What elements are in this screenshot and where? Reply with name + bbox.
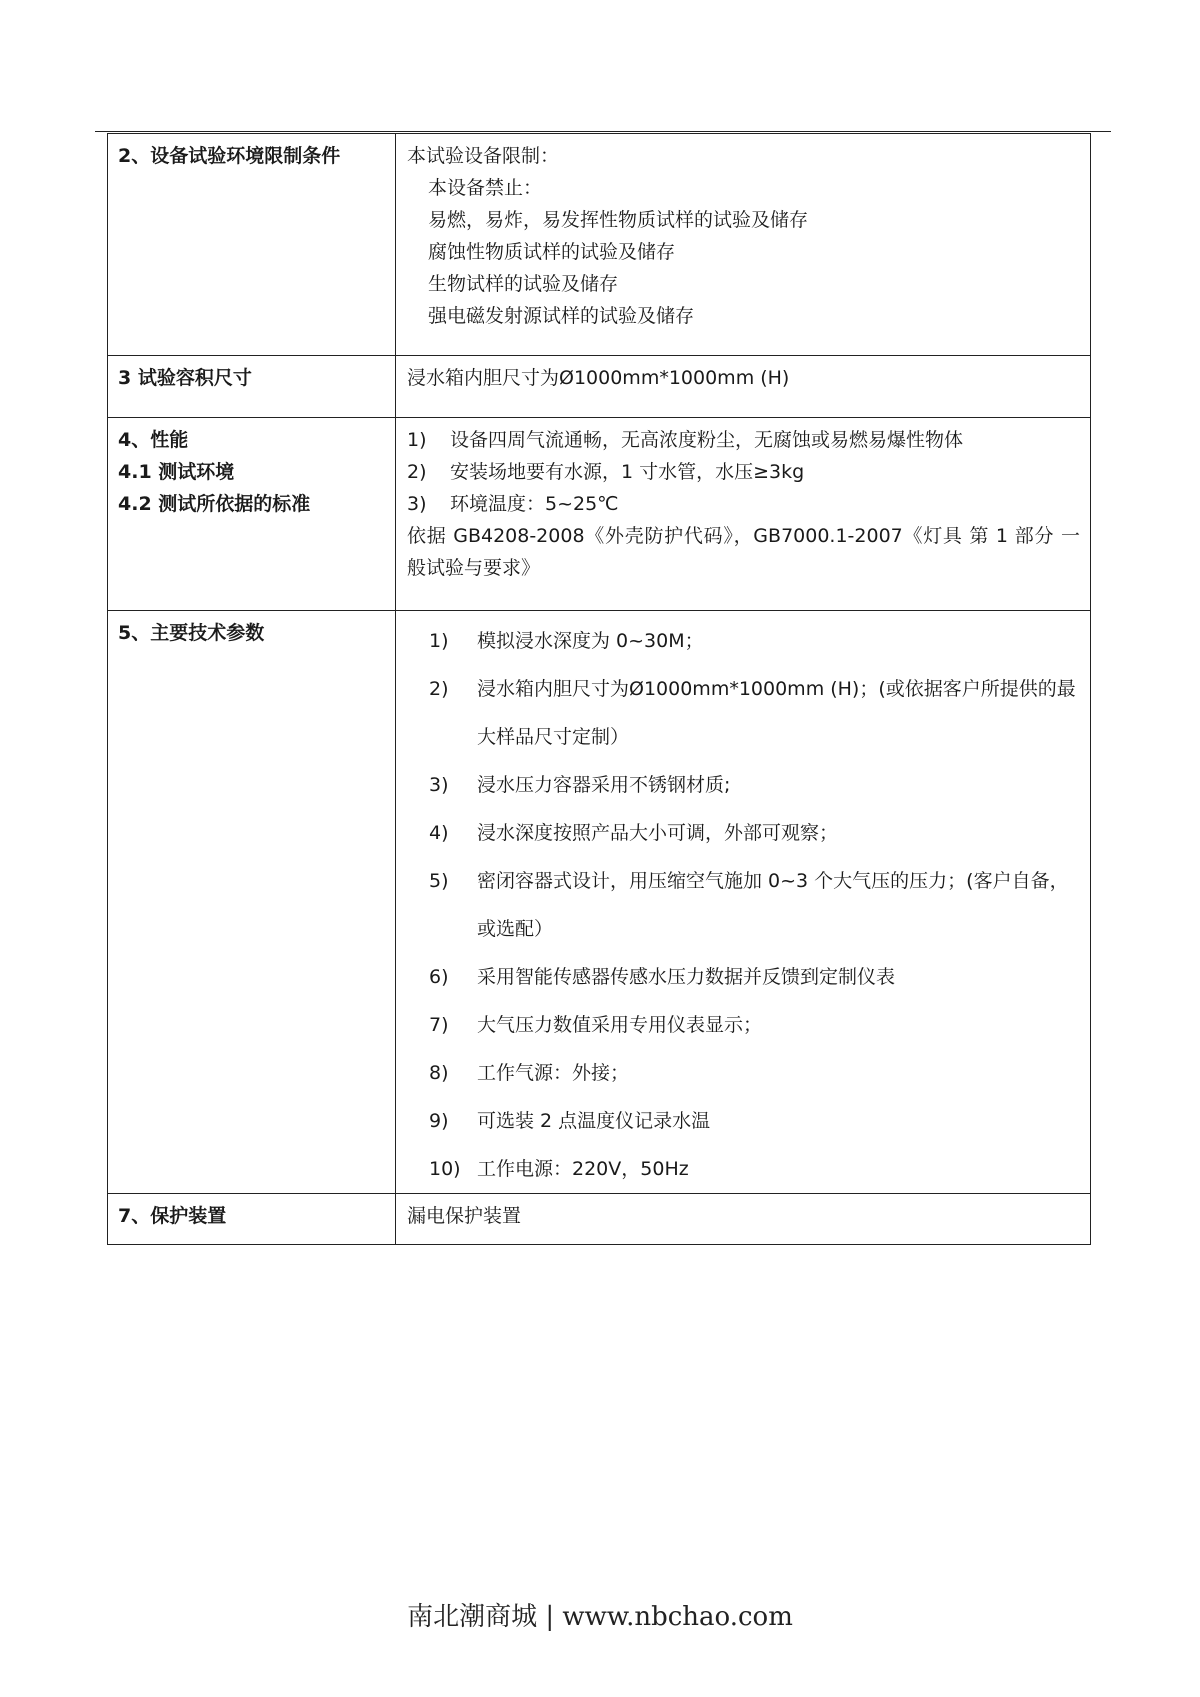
param-item [407, 617, 1080, 665]
param-item [407, 953, 1080, 1001]
item-number: 2) [407, 461, 427, 483]
item-number: 8) [429, 1062, 449, 1084]
item-text: 密闭容器式设计，用压缩空气施加 0~3 个大气压的压力；(客户自备，或选配） [477, 870, 1069, 940]
item-number: 3) [429, 774, 449, 796]
content-line: 强电磁发射源试样的试验及储存 [428, 305, 695, 327]
item-text: 工作电源：220V，50Hz [477, 1158, 689, 1180]
label-line: 4.2 测试所依据的标准 [118, 493, 311, 515]
item-number: 4) [429, 822, 449, 844]
label-line: 4.1 测试环境 [118, 461, 235, 483]
item-number: 9) [429, 1110, 449, 1132]
row-content [396, 134, 1091, 356]
item-text: 浸水深度按照产品大小可调，外部可观察； [477, 822, 839, 844]
param-item [407, 665, 1080, 761]
item-text: 大气压力数值采用专用仪表显示； [477, 1014, 763, 1036]
item-number: 6) [429, 966, 449, 988]
param-item [407, 1049, 1080, 1097]
content-line: 本试验设备限制： [407, 145, 560, 167]
list-item [407, 456, 1080, 488]
row-label [108, 356, 396, 418]
table-row [108, 134, 1091, 356]
content-line: 本设备禁止： [428, 177, 543, 199]
item-number: 7) [429, 1014, 449, 1036]
label-line: 3 试验容积尺寸 [118, 367, 252, 389]
item-number: 10) [429, 1158, 461, 1180]
item-text: 设备四周气流通畅，无高浓度粉尘，无腐蚀或易燃易爆性物体 [450, 429, 964, 451]
item-text: 模拟浸水深度为 0~30M； [477, 630, 704, 652]
row-label [108, 1194, 396, 1245]
item-text: 安装场地要有水源，1 寸水管，水压≥3kg [450, 461, 805, 483]
item-number: 3) [407, 493, 427, 515]
item-text: 工作气源：外接； [477, 1062, 630, 1084]
item-text: 环境温度：5~25℃ [450, 493, 619, 515]
item-text: 可选装 2 点温度仪记录水温 [477, 1110, 711, 1132]
param-item [407, 1097, 1080, 1145]
row-content [396, 611, 1091, 1194]
param-item [407, 1001, 1080, 1049]
content-line: 漏电保护装置 [407, 1205, 522, 1227]
item-text: 采用智能传感器传感水压力数据并反馈到定制仪表 [477, 966, 896, 988]
footer-watermark: 南北潮商城 | www.nbchao.com [407, 1602, 793, 1632]
param-item [407, 809, 1080, 857]
row-label [108, 611, 396, 1194]
label-line: 2、设备试验环境限制条件 [118, 145, 341, 167]
label-line: 5、主要技术参数 [118, 622, 265, 644]
content-line: 腐蚀性物质试样的试验及储存 [428, 241, 676, 263]
standard-text: 依据 GB4208-2008《外壳防护代码》，GB7000.1-2007《灯具 第 1 部分 一般试验与要求》 [407, 525, 1080, 579]
table-row [108, 418, 1091, 611]
list-item [407, 488, 1080, 520]
label-line: 7、保护装置 [118, 1205, 227, 1227]
row-label [108, 418, 396, 611]
header-rule [95, 131, 1111, 132]
row-label [108, 134, 396, 356]
list-item [407, 424, 1080, 456]
row-content [396, 418, 1091, 611]
item-number: 5) [429, 870, 449, 892]
table-row [108, 356, 1091, 418]
spec-table [107, 133, 1091, 1245]
table-row [108, 1194, 1091, 1245]
label-line: 4、性能 [118, 429, 189, 451]
item-text: 浸水箱内胆尺寸为Ø1000mm*1000mm (H)；(或依据客户所提供的最大样品尺寸定制） [477, 678, 1076, 748]
content-line: 易燃，易炸，易发挥性物质试样的试验及储存 [428, 209, 809, 231]
param-item [407, 1145, 1080, 1193]
content-line: 生物试样的试验及储存 [428, 273, 619, 295]
row-content [396, 356, 1091, 418]
table-row [108, 611, 1091, 1194]
row-content [396, 1194, 1091, 1245]
item-number: 1) [407, 429, 427, 451]
content-line: 浸水箱内胆尺寸为Ø1000mm*1000mm (H) [407, 367, 790, 389]
param-item [407, 857, 1080, 953]
item-number: 1) [429, 630, 449, 652]
param-item [407, 761, 1080, 809]
item-text: 浸水压力容器采用不锈钢材质; [477, 774, 731, 796]
item-number: 2) [429, 678, 449, 700]
